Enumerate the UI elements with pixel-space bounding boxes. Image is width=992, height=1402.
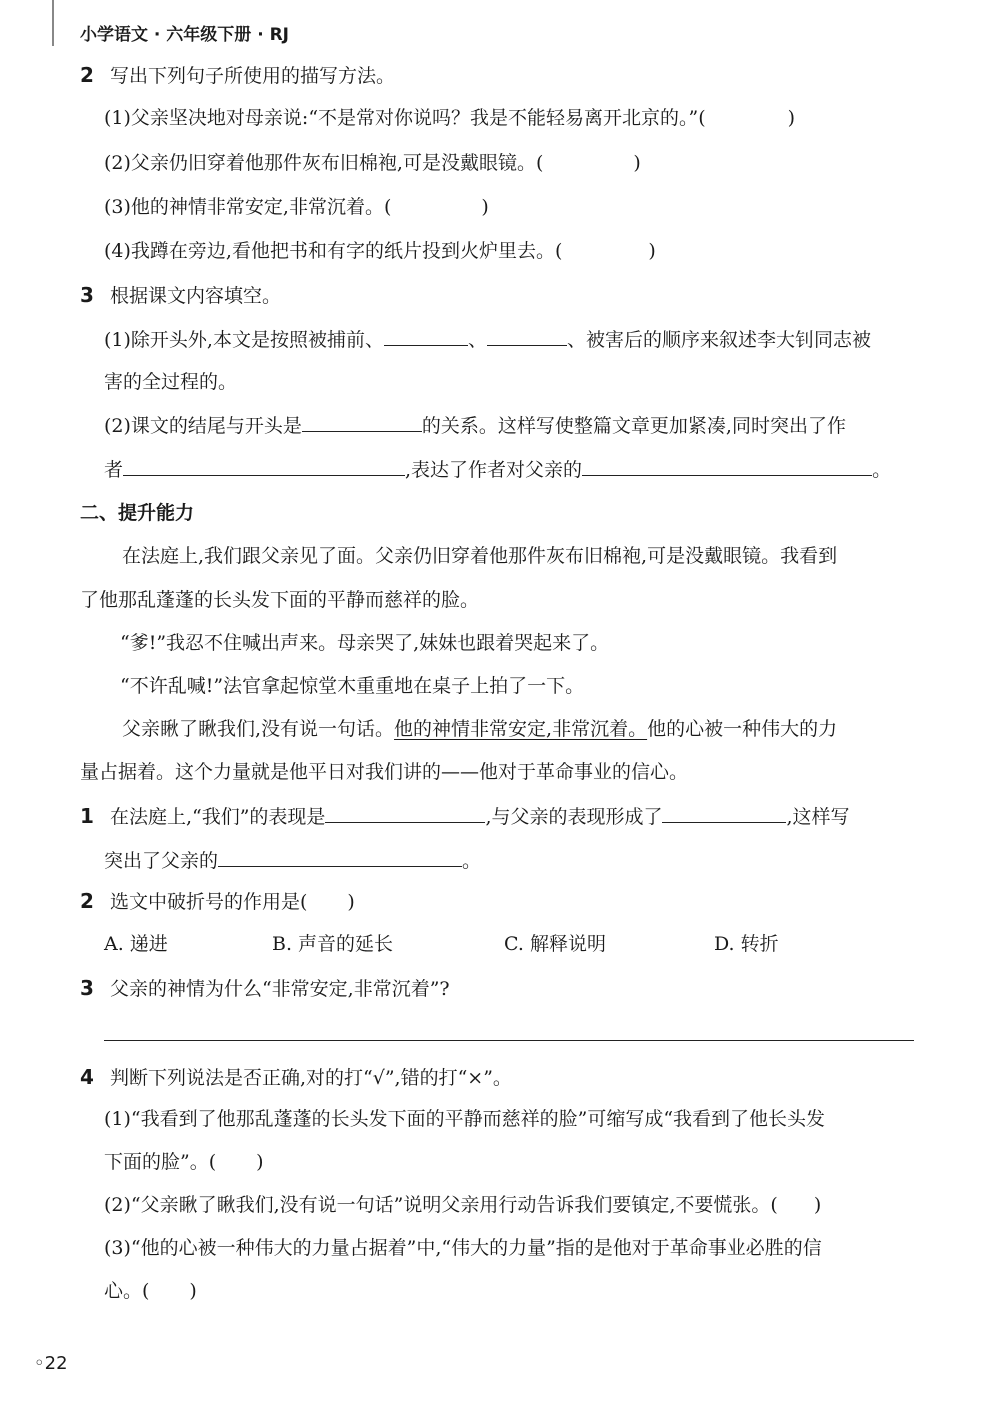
s2-question-2: 2 选文中破折号的作用是( ) [80,889,355,913]
answer-blank[interactable] [218,846,462,867]
q3-item-1-line-2: 害的全过程的。 [104,371,238,393]
s2-question-3: 3 父亲的神情为什么“非常安定,非常沉着”? [80,976,450,1000]
s2-question-1-line-2: 突出了父亲的 。 [104,846,481,874]
answer-blank[interactable] [123,455,405,476]
answer-blank[interactable] [662,802,786,823]
answer-blank[interactable] [582,455,872,476]
q4-item-3-line-1: (3)“他的心被一种伟大的力量占据着”中,“伟大的力量”指的是他对于革命事业必胜的信 [104,1237,822,1259]
option-c: C. 解释说明 [504,933,606,955]
answer-blank[interactable] [302,411,422,432]
underlined-sentence: 他的神情非常安定,非常沉着。 [394,718,648,740]
option-a: A. 递进 [104,933,168,955]
question-number: 2 [80,63,94,87]
answer-blank[interactable] [487,325,567,346]
q2-item-4: (4)我蹲在旁边,看他把书和有字的纸片投到火炉里去。( ) [104,240,656,262]
margin-rule [52,0,54,46]
s2-question-1: 1 在法庭上,“我们”的表现是 ,与父亲的表现形成了 ,这样写 [80,804,850,828]
option-d: D. 转折 [714,933,779,955]
q2-item-2: (2)父亲仍旧穿着他那件灰布旧棉袍,可是没戴眼镜。( ) [104,152,641,174]
page-number: ◦22 [34,1353,68,1374]
q2-item-3: (3)他的神情非常安定,非常沉着。( ) [104,196,489,218]
answer-blank[interactable] [325,802,485,823]
question-number: 1 [80,804,94,828]
question-stem: 写出下列句子所使用的描写方法。 [109,65,395,87]
s2-question-4: 4 判断下列说法是否正确,对的打“√”,错的打“×”。 [80,1065,512,1089]
q3-item-2-line-1: (2)课文的结尾与开头是 的关系。这样写使整篇文章更加紧凑,同时突出了作 [104,411,846,439]
option-b: B. 声音的延长 [272,933,394,955]
passage-line: “不许乱喊!”法官拿起惊堂木重重地在桌子上拍了一下。 [120,675,585,697]
passage-line: 在法庭上,我们跟父亲见了面。父亲仍旧穿着他那件灰布旧棉袍,可是没戴眼镜。我看到 [122,545,838,567]
question-2 [80,62,395,89]
q4-item-1-line-1: (1)“我看到了他那乱蓬蓬的长头发下面的平静而慈祥的脸”可缩写成“我看到了他长头发 [104,1108,826,1130]
question-3 [80,282,281,309]
question-number: 2 [80,889,94,913]
section-title: 二、提升能力 [80,502,195,524]
question-number: 3 [80,976,94,1000]
question-stem: 根据课文内容填空。 [109,285,281,307]
q4-item-2: (2)“父亲瞅了瞅我们,没有说一句话”说明父亲用行动告诉我们要镇定,不要慌张。( ) [104,1194,822,1216]
q4-item-3-line-2: 心。( ) [104,1280,197,1302]
q3-item-2-line-2: 者 ,表达了作者对父亲的 。 [104,455,891,483]
q2-item-1: (1)父亲坚决地对母亲说:“不是常对你说吗？我是不能轻易离开北京的。”( ) [104,107,796,129]
answer-blank[interactable] [384,325,468,346]
answer-line[interactable] [104,1040,914,1041]
q4-item-1-line-2: 下面的脸”。( ) [104,1151,264,1173]
question-number: 4 [80,1065,94,1089]
passage-line: 父亲瞅了瞅我们,没有说一句话。他的神情非常安定,非常沉着。他的心被一种伟大的力 [122,718,838,740]
bullet-icon: ◦ [34,1353,45,1374]
q3-item-1-line-1: (1)除开头外,本文是按照被捕前、 、 、被害后的顺序来叙述李大钊同志被 [104,325,871,353]
page-header: 小学语文 · 六年级下册 · RJ [80,25,290,45]
passage-line: 量占据着。这个力量就是他平日对我们讲的——他对于革命事业的信心。 [80,761,689,783]
question-number: 3 [80,283,94,307]
passage-line: 了他那乱蓬蓬的长头发下面的平静而慈祥的脸。 [80,589,480,611]
passage-line: “爹!”我忍不住喊出声来。母亲哭了,妹妹也跟着哭起来了。 [120,632,610,654]
